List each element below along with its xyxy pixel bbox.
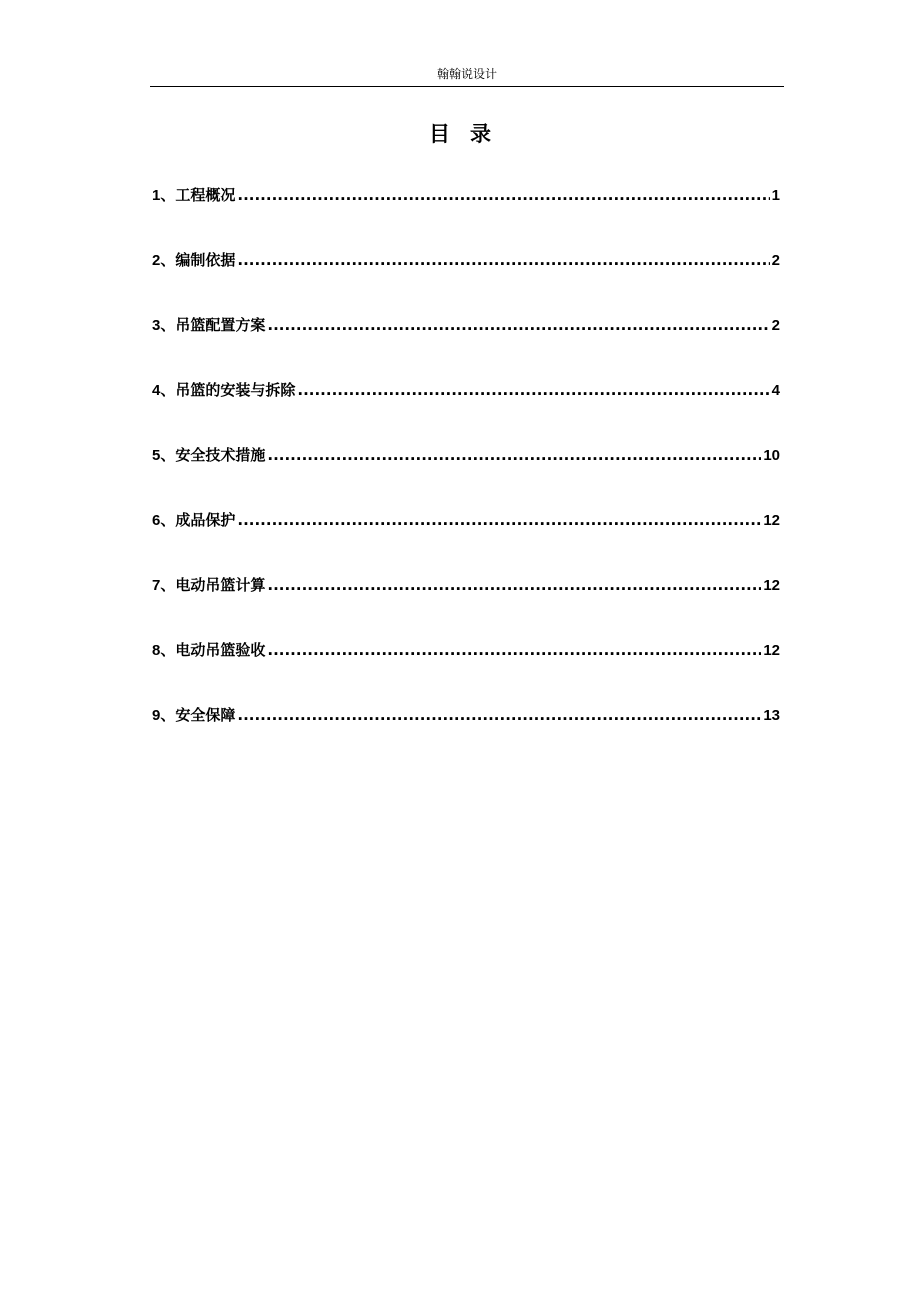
toc-entry-3[interactable] (152, 313, 780, 378)
toc-entry-label: 7、电动吊篮计算 (152, 576, 266, 594)
toc-leader-dots (237, 248, 769, 272)
toc-page-number: 12 (763, 512, 780, 529)
toc-leader-dots (237, 703, 761, 727)
toc-leader-dots (237, 183, 769, 207)
toc-leader-dots (267, 443, 761, 467)
page-header-text: 翰翰说设计 (436, 67, 497, 81)
table-of-contents (152, 183, 780, 768)
toc-entry-label: 1、工程概况 (152, 186, 236, 204)
toc-page-number: 10 (763, 447, 780, 464)
page-header (150, 64, 784, 87)
toc-entry-label: 2、编制依据 (152, 251, 236, 269)
toc-entry-5[interactable] (152, 443, 780, 508)
toc-entry-label: 5、安全技术措施 (152, 446, 266, 464)
toc-leader-dots (297, 378, 769, 402)
toc-entry-2[interactable] (152, 248, 780, 313)
toc-page-number: 12 (763, 577, 780, 594)
toc-page-number: 13 (763, 707, 780, 724)
toc-page-number: 1 (771, 187, 780, 204)
toc-entry-label: 3、吊篮配置方案 (152, 316, 266, 334)
toc-title: 目录 (429, 122, 511, 146)
toc-leader-dots (267, 638, 761, 662)
toc-entry-label: 4、吊篮的安装与拆除 (152, 381, 296, 399)
toc-entry-1[interactable] (152, 183, 780, 248)
toc-entry-label: 6、成品保护 (152, 511, 236, 529)
toc-entry-label: 8、电动吊篮验收 (152, 641, 266, 659)
toc-entry-4[interactable] (152, 378, 780, 443)
toc-page-number: 12 (763, 642, 780, 659)
toc-entry-9[interactable] (152, 703, 780, 768)
toc-entry-label: 9、安全保障 (152, 706, 236, 724)
toc-leader-dots (267, 573, 761, 597)
toc-page-number: 2 (771, 317, 780, 334)
toc-leader-dots (267, 313, 769, 337)
toc-entry-8[interactable] (152, 638, 780, 703)
toc-page-number: 2 (771, 252, 780, 269)
toc-entry-6[interactable] (152, 508, 780, 573)
toc-entry-7[interactable] (152, 573, 780, 638)
toc-page-number: 4 (771, 382, 780, 399)
toc-leader-dots (237, 508, 761, 532)
